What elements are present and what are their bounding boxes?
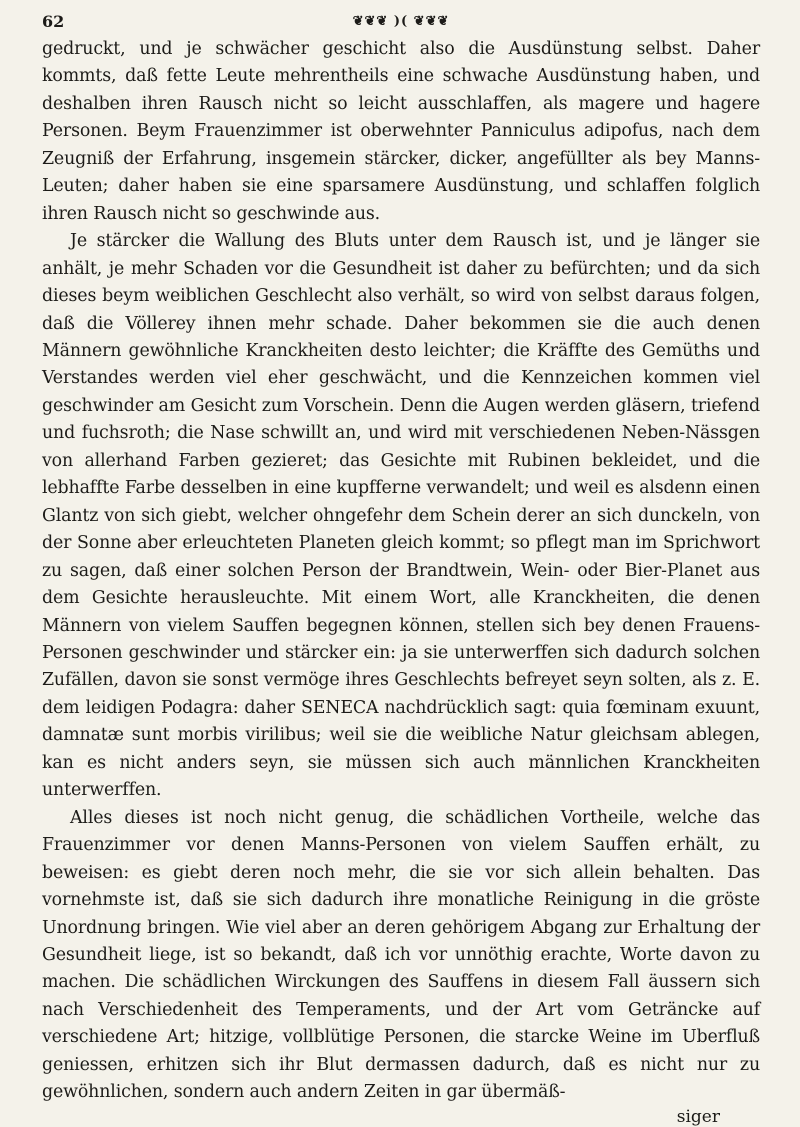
paragraph-1: gedruckt, und je schwächer geschicht also die Ausdünstung selbst. Daher kommts, daß fette Leute mehrentheils eine schwache Ausdünstung haben, und deshalben ihren Rausch nicht so leicht ausschlaffen, als magere und hagere Personen. Beym Frauenzimmer ist oberwehnter Panniculus adipofus, nach dem Zeugniß der Erfahrung, insgemein stärcker, dicker, angefüllter als bey Manns-Leuten; daher haben sie eine sparsamere Ausdünstung, und schlaffen folglich ihren Rausch nicht so geschwinde aus. xyxy=(42,39,760,224)
page-header xyxy=(42,8,760,34)
paragraph-3: Alles dieses ist noch nicht genug, die schädlichen Vortheile, welche das Frauenzimmer vor denen Manns-Personen von vielem Sauffen erhält, zu beweisen: es giebt deren noch mehr, die sie vor sich allein behalten. Das vornehmste ist, daß sie sich dadurch ihre monatliche Reinigung in die gröste Unordnung bringen. Wie viel aber an deren gehörigem Abgang zur Erhaltung der Gesundheit liege, ist so bekandt, daß ich vor unnöthig erachte, Worte davon zu machen. Die schädlichen Wirckungen des Sauffens in diesem Fall äussern sich nach Verschiedenheit des Temperaments, und der Art vom Geträncke auf verschiedene Art; hitzige, vollblütige Personen, die starcke Weine im Uberfluß geniessen, erhitzen sich ihr Blut dermassen dadurch, daß es nicht nur zu gewöhnlichen, sondern auch andern Zeiten in gar übermäß- xyxy=(42,807,760,1103)
page-number: 62 xyxy=(42,11,65,31)
body-text xyxy=(42,36,760,1107)
catchword: siger xyxy=(676,1106,720,1127)
header-ornament: ❦❦❦ )( ❦❦❦ xyxy=(352,13,450,29)
paragraph-2: Je stärcker die Wallung des Bluts unter dem Rausch ist, und je länger sie anhält, je mehr Schaden vor die Gesundheit ist daher zu befürchten; und da sich dieses beym weiblichen Geschlecht also verhält, so wird von selbst daraus folgen, daß die Völlerey ihnen mehr schade. Daher bekommen sie die auch denen Männern gewöhnliche Kranckheiten desto leichter; die Kräffte des Gemüths und Verstandes werden viel eher geschwächt, und die Kennzeichen kommen viel geschwinder am Gesicht zum Vorschein. Denn die Augen werden gläsern, triefend und fuchsroth; die Nase schwillt an, und wird mit verschiedenen Neben-Nässgen von allerhand Farben gezieret; das Gesichte mit Rubinen bekleidet, und die lebhaffte Farbe desselben in eine kupfferne verwandelt; und weil es alsdenn einen Glantz von sich giebt, welcher ohngefehr dem Schein derer an sich dunckeln, von der Sonne aber erleuchteten Planeten gleich kommt; so pflegt man im Sprichwort zu sagen, daß einer solchen Person der Brandtwein, Wein- oder Bier-Planet aus dem Gesichte herausleuchte. Mit einem Wort, alle Kranckheiten, die denen Männern von vielem Sauffen begegnen können, stellen sich bey denen Frauens-Personen geschwinder und stärcker ein: ja sie unterwerffen sich dadurch solchen Zufällen, davon sie sonst vermöge ihres Geschlechts befreyet seyn solten, als z. E. dem leidigen Podagra: daher SENECA nachdrücklich sagt: quia fœminam exuunt, damnatæ sunt morbis virilibus; weil sie die weibliche Natur gleichsam ablegen, kan es nicht anders seyn, sie müssen sich auch männlichen Kranckheiten unterwerffen. xyxy=(42,231,760,801)
